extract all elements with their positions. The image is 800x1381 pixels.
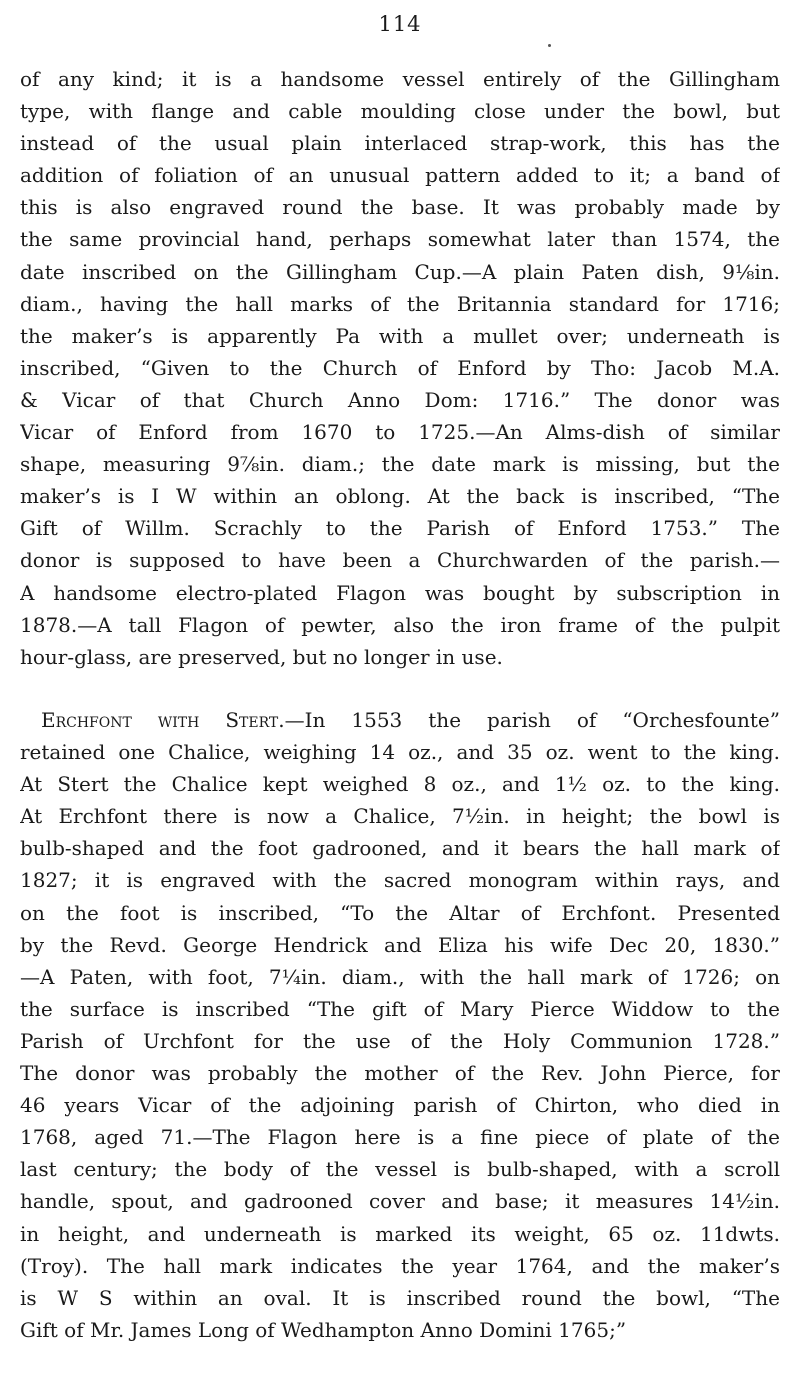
text-line: on the foot is inscribed, “To the Altar of Erchfont. Presented — [20, 900, 780, 925]
text-line-rest: —In 1553 the parish of “Orchesfounte” — [284, 708, 780, 732]
text-line: handle, spout, and gadrooned cover and base; it measures 14½in. — [20, 1189, 780, 1214]
text-line: bulb-shaped and the foot gadrooned, and it bears the hall mark of — [20, 836, 780, 861]
text-line: retained one Chalice, weighing 14 oz., and 35 oz. went to the king. — [20, 740, 780, 765]
text-line: At Erchfont there is now a Chalice, 7½in. in height; the bowl is — [20, 804, 780, 829]
text-line: type, with flange and cable moulding close under the bowl, but — [20, 99, 780, 124]
text-line: 1768, aged 71.—The Flagon here is a fine piece of plate of the — [20, 1125, 780, 1150]
text-line: hour-glass, are preserved, but no longer in use. — [20, 644, 503, 669]
text-line: Vicar of Enford from 1670 to 1725.—An Alms-dish of similar — [20, 420, 780, 445]
text-line: Gift of Mr. James Long of Wedhampton Anno Domini 1765;” — [20, 1317, 627, 1342]
text-line: the same provincial hand, perhaps somewhat later than 1574, the — [20, 227, 780, 252]
text-line: instead of the usual plain interlaced strap-work, this has the — [20, 131, 780, 156]
text-line: 1827; it is engraved with the sacred monogram within rays, and — [20, 868, 780, 893]
text-line: date inscribed on the Gillingham Cup.—A plain Paten dish, 9⅛in. — [20, 259, 780, 284]
text-line: & Vicar of that Church Anno Dom: 1716.” The donor was — [20, 387, 780, 412]
text-line: addition of foliation of an unusual pattern added to it; a band of — [20, 163, 780, 188]
text-line: Parish of Urchfont for the use of the Holy Communion 1728.” — [20, 1028, 780, 1053]
text-line — [20, 704, 780, 736]
text-line: (Troy). The hall mark indicates the year 1764, and the maker’s — [20, 1253, 780, 1278]
text-line: last century; the body of the vessel is bulb-shaped, with a scroll — [20, 1157, 780, 1182]
print-speck — [548, 44, 551, 47]
text-line: by the Revd. George Hendrick and Eliza his wife Dec 20, 1830.” — [20, 932, 780, 957]
section-heading: Erchfont with Stert. — [41, 708, 285, 732]
text-line: the surface is inscribed “The gift of Mary Pierce Widdow to the — [20, 996, 780, 1021]
text-line: shape, measuring 9⅞in. diam.; the date mark is missing, but the — [20, 452, 780, 477]
text-line: —A Paten, with foot, 7¼in. diam., with the hall mark of 1726; on — [20, 964, 780, 989]
text-line: is W S within an oval. It is inscribed round the bowl, “The — [20, 1285, 780, 1310]
text-line: Gift of Willm. Scrachly to the Parish of Enford 1753.” The — [20, 516, 780, 541]
page-number: 114 — [378, 12, 422, 36]
text-line: At Stert the Chalice kept weighed 8 oz., and 1½ oz. to the king. — [20, 772, 780, 797]
text-line: A handsome electro-plated Flagon was bought by subscription in — [20, 580, 780, 605]
text-line: of any kind; it is a handsome vessel entirely of the Gillingham — [20, 67, 780, 91]
text-line: The donor was probably the mother of the Rev. John Pierce, for — [20, 1061, 780, 1086]
text-line: 1878.—A tall Flagon of pewter, also the iron frame of the pulpit — [20, 612, 780, 637]
text-line: inscribed, “Given to the Church of Enford by Tho: Jacob M.A. — [20, 355, 780, 380]
paragraph-enford-plate — [20, 63, 780, 673]
text-line: donor is supposed to have been a Churchwarden of the parish.— — [20, 548, 780, 573]
text-line: the maker’s is apparently Pa with a mullet over; underneath is — [20, 323, 780, 348]
text-line: in height, and underneath is marked its weight, 65 oz. 11dwts. — [20, 1221, 780, 1246]
text-line: 46 years Vicar of the adjoining parish of Chirton, who died in — [20, 1093, 780, 1118]
text-line: diam., having the hall marks of the Britannia standard for 1716; — [20, 291, 780, 316]
text-line: this is also engraved round the base. It was probably made by — [20, 195, 780, 220]
text-line: maker’s is I W within an oblong. At the back is inscribed, “The — [20, 484, 780, 509]
paragraph-erchfont-with-stert — [20, 704, 780, 1346]
